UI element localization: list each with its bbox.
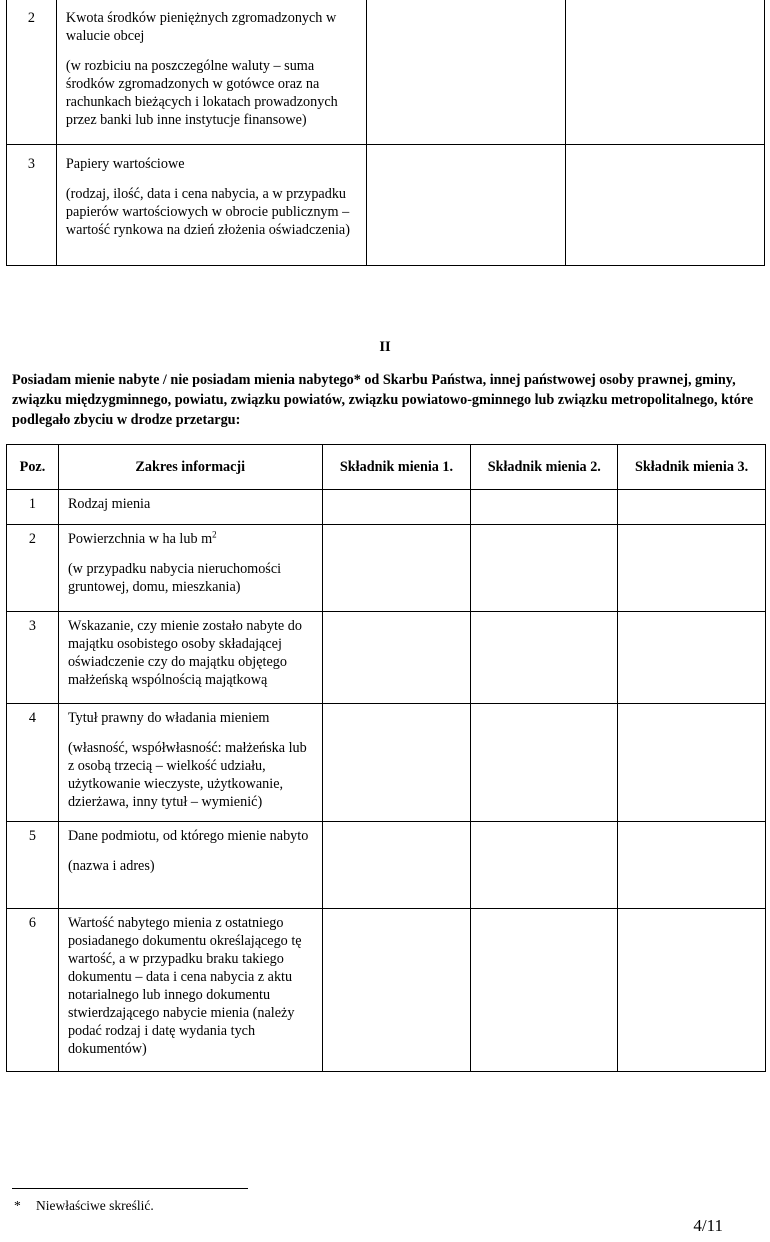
value-cell[interactable] (618, 612, 766, 704)
value-cell[interactable] (471, 822, 618, 909)
value-cell[interactable] (618, 822, 766, 909)
page-number: 4/11 (693, 1216, 723, 1235)
row-title: Kwota środków pieniężnych zgromadzonych w walucie obcej (65, 10, 337, 44)
section-number: II (379, 339, 391, 355)
value-cell[interactable] (471, 525, 618, 612)
column-header-item-3: Składnik mienia 3. (618, 445, 766, 490)
value-cell[interactable] (366, 0, 566, 145)
row-number: 2 (7, 0, 57, 145)
row-number: 3 (7, 145, 57, 266)
row-number: 5 (7, 822, 59, 909)
row-description (58, 490, 322, 525)
table-row (7, 909, 766, 1072)
table-row (7, 612, 766, 704)
value-cell[interactable] (322, 909, 471, 1072)
row-title: Wartość nabytego mienia z ostatniego posiadanego dokumentu określającego tę wartość, a w przypadku braku takiego dokumentu – data i cena nabycia z aktu notarialnego lub innego dokumentu stwierdzającego nabycie mienia (należy podać rodzaj i datę wydania tych dokumentów) (67, 915, 302, 1057)
row-description (58, 612, 322, 704)
value-cell[interactable] (471, 490, 618, 525)
column-header-item-1: Składnik mienia 1. (322, 445, 471, 490)
value-cell[interactable] (322, 490, 471, 525)
row-description (58, 822, 322, 909)
row-number: 4 (7, 704, 59, 822)
table-row (7, 704, 766, 822)
value-cell[interactable] (471, 612, 618, 704)
row-note: (w rozbiciu na poszczególne waluty – suma środków zgromadzonych w gotówce oraz na rachunkach bieżących i lokatach prowadzonych przez banki lub inne instytucje finansowe) (65, 58, 338, 128)
footnote-mark: * (14, 1198, 21, 1213)
footnote-text: Niewłaściwe skreślić. (36, 1198, 154, 1213)
table-row (7, 525, 766, 612)
column-header-item-2: Składnik mienia 2. (471, 445, 618, 490)
row-description (56, 145, 366, 266)
row-number: 2 (7, 525, 59, 612)
row-number: 1 (7, 490, 59, 525)
value-cell[interactable] (618, 525, 766, 612)
row-description (56, 0, 366, 145)
footnote-divider (12, 1188, 248, 1189)
column-header-position: Poz. (7, 445, 59, 490)
value-cell[interactable] (566, 145, 765, 266)
table-header-row (7, 445, 766, 490)
value-cell[interactable] (618, 490, 766, 525)
acquired-property-table (6, 444, 766, 1072)
value-cell[interactable] (366, 145, 566, 266)
row-title: Dane podmiotu, od którego mienie nabyto (67, 828, 309, 844)
row-number: 3 (7, 612, 59, 704)
value-cell[interactable] (471, 909, 618, 1072)
value-cell[interactable] (471, 704, 618, 822)
row-title (68, 530, 316, 548)
value-cell[interactable] (566, 0, 765, 145)
table-row (7, 822, 766, 909)
row-title: Tytuł prawny do władania mieniem (67, 710, 270, 726)
value-cell[interactable] (322, 822, 471, 909)
value-cell[interactable] (322, 525, 471, 612)
row-description (58, 525, 322, 612)
row-note: (rodzaj, ilość, data i cena nabycia, a w przypadku papierów wartościowych w obrocie publicznym – wartość rynkowa na dzień złożenia oświadczenia) (65, 186, 350, 238)
table-row (7, 145, 765, 266)
row-description (58, 909, 322, 1072)
row-title: Rodzaj mienia (67, 496, 151, 512)
assets-table-continued (6, 0, 765, 266)
table-row (7, 0, 765, 145)
value-cell[interactable] (322, 612, 471, 704)
row-title: Wskazanie, czy mienie zostało nabyte do majątku osobistego osoby składającej oświadczenie czy do majątku objętego małżeńską wspólnością majątkową (67, 618, 302, 688)
row-title-text: Powierzchnia w ha lub m (67, 531, 213, 547)
row-note: (własność, współwłasność: małżeńska lub z osobą trzecią – wielkość udziału, użytkowanie wieczyste, użytkowanie, dzierżawa, inny tytuł – wymienić) (67, 740, 307, 810)
column-header-scope: Zakres informacji (58, 445, 322, 490)
row-note: (nazwa i adres) (67, 858, 155, 874)
section-intro: Posiadam mienie nabyte / nie posiadam mienia nabytego* od Skarbu Państwa, innej państwowej osoby prawnej, gminy, związku międzygminnego, powiatu, związku powiatów, związku powiatowo-gminnego lub związku metropolitalnego, które podlegało zbyciu w drodze przetargu: (12, 372, 754, 428)
superscript: 2 (212, 529, 217, 540)
value-cell[interactable] (618, 909, 766, 1072)
value-cell[interactable] (322, 704, 471, 822)
table-row (7, 490, 766, 525)
row-number: 6 (7, 909, 59, 1072)
row-title: Papiery wartościowe (65, 156, 185, 172)
row-description (58, 704, 322, 822)
row-note: (w przypadku nabycia nieruchomości gruntowej, domu, mieszkania) (67, 561, 282, 595)
footnote (14, 1198, 154, 1214)
value-cell[interactable] (618, 704, 766, 822)
